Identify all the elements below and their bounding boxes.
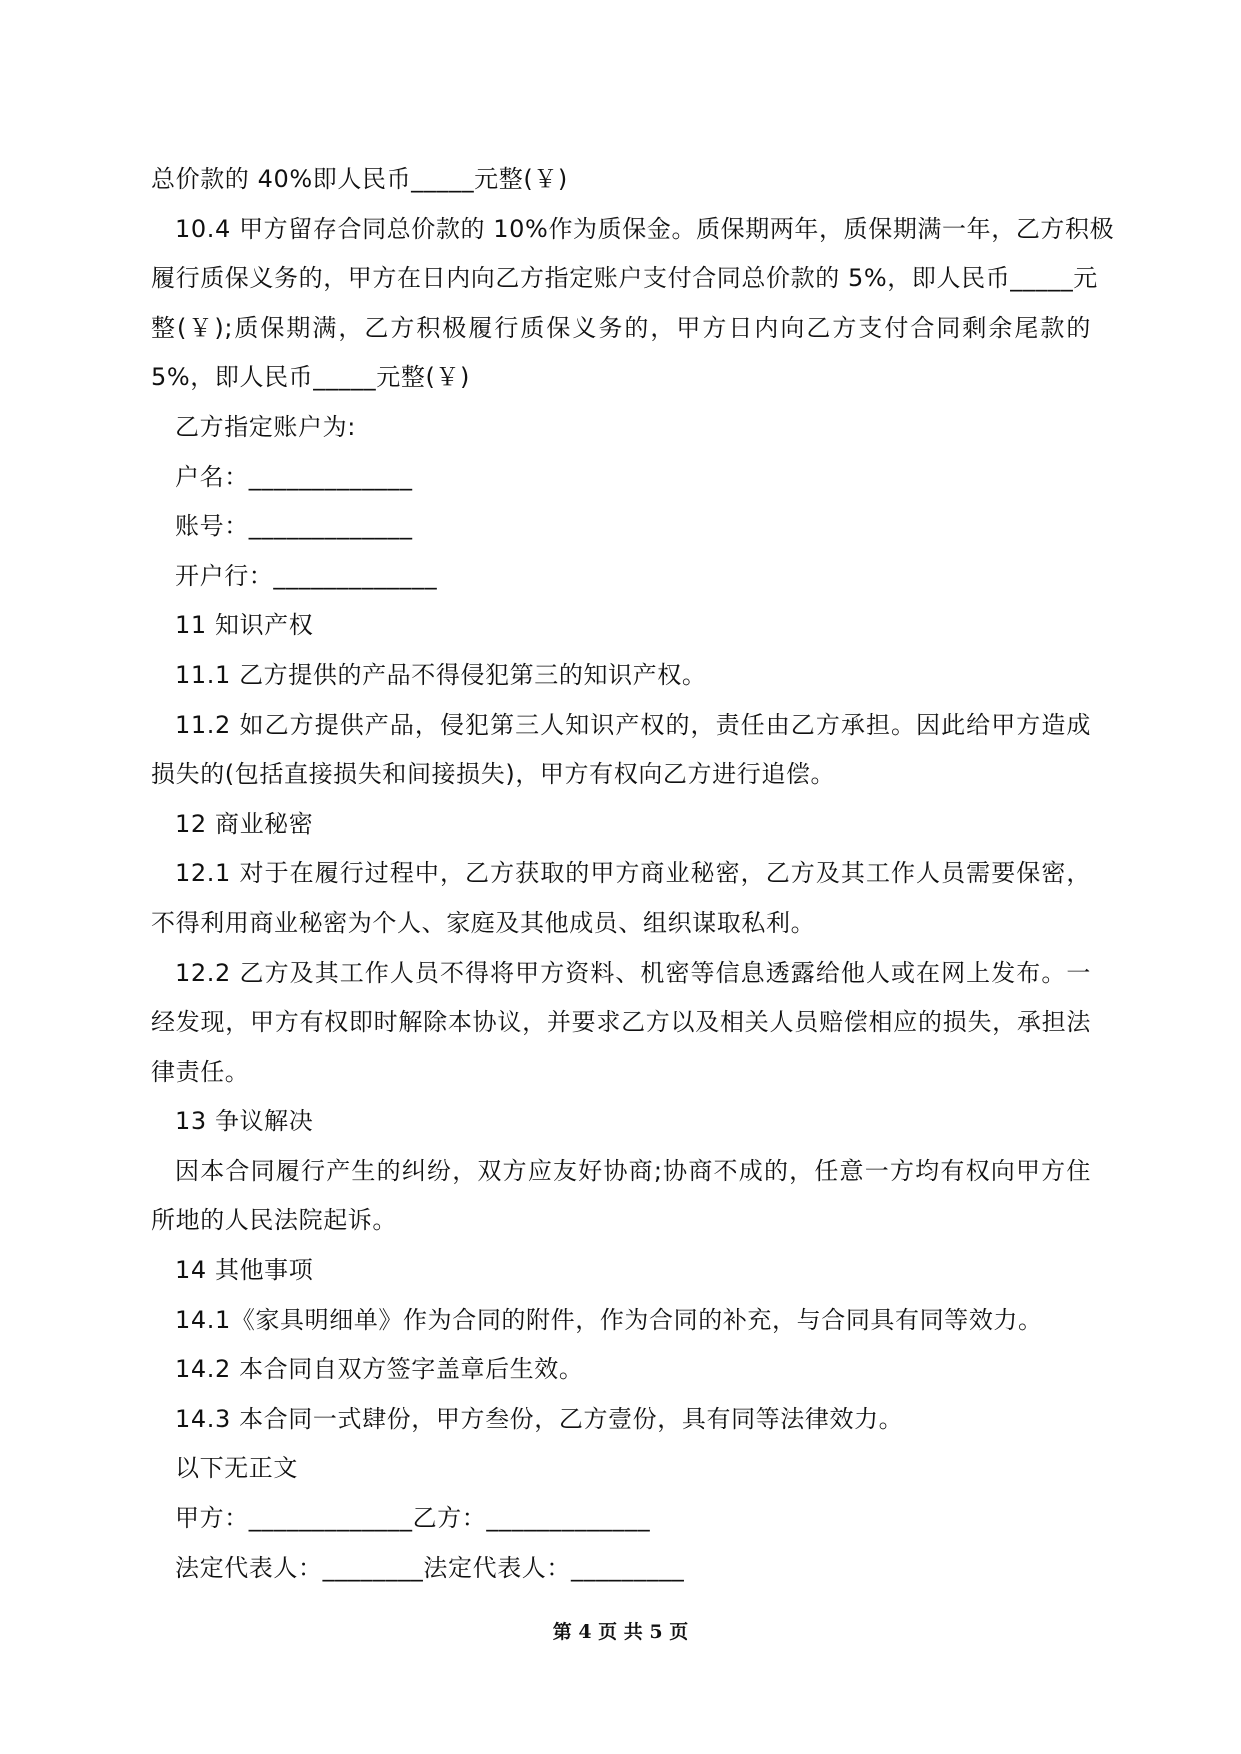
text-line: 12.2 乙方及其工作人员不得将甲方资料、机密等信息透露给他人或在网上发布。一 bbox=[175, 958, 1091, 987]
page-number-footer: 第 4 页 共 5 页 bbox=[552, 1621, 689, 1643]
text-line: 整(￥);质保期满，乙方积极履行质保义务的，甲方日内向乙方支付合同剩余尾款的 bbox=[151, 313, 1091, 342]
text-line: 律责任。 bbox=[151, 1057, 250, 1086]
text-line: 14.3 本合同一式肆份，甲方叁份，乙方壹份，具有同等法律效力。 bbox=[175, 1404, 904, 1433]
text-line: 因本合同履行产生的纠纷，双方应友好协商;协商不成的，任意一方均有权向甲方住 bbox=[175, 1156, 1091, 1185]
text-line: 12 商业秘密 bbox=[175, 809, 314, 838]
text-line: 账号：_____________ bbox=[175, 512, 413, 541]
text-line: 以下无正文 bbox=[175, 1454, 298, 1483]
text-line: 13 争议解决 bbox=[175, 1107, 314, 1136]
text-line: 法定代表人：________法定代表人：_________ bbox=[175, 1553, 685, 1582]
text-line: 经发现，甲方有权即时解除本协议，并要求乙方以及相关人员赔偿相应的损失，承担法 bbox=[151, 1008, 1091, 1037]
text-line: 14.1《家具明细单》作为合同的附件，作为合同的补充，与合同具有同等效力。 bbox=[175, 1305, 1043, 1334]
text-line: 甲方：_____________乙方：_____________ bbox=[175, 1504, 651, 1533]
text-line: 14.2 本合同自双方签字盖章后生效。 bbox=[175, 1355, 584, 1384]
text-line: 户名：_____________ bbox=[175, 462, 413, 491]
text-line: 不得利用商业秘密为个人、家庭及其他成员、组织谋取私利。 bbox=[151, 908, 816, 937]
text-line: 11.1 乙方提供的产品不得侵犯第三的知识产权。 bbox=[175, 660, 707, 689]
contract-body bbox=[151, 155, 1115, 1593]
text-line: 乙方指定账户为: bbox=[175, 412, 356, 441]
text-line: 12.1 对于在履行过程中，乙方获取的甲方商业秘密，乙方及其工作人员需要保密， bbox=[175, 859, 1091, 888]
text-line: 11.2 如乙方提供产品，侵犯第三人知识产权的，责任由乙方承担。因此给甲方造成 bbox=[175, 710, 1091, 739]
text-line: 损失的(包括直接损失和间接损失)，甲方有权向乙方进行追偿。 bbox=[151, 760, 836, 789]
text-line: 开户行：_____________ bbox=[175, 561, 438, 590]
text-line: 14 其他事项 bbox=[175, 1256, 314, 1285]
text-line: 11 知识产权 bbox=[175, 611, 314, 640]
text-line: 履行质保义务的，甲方在日内向乙方指定账户支付合同总价款的 5%，即人民币_____元 bbox=[151, 264, 1098, 293]
text-line: 总价款的 40%即人民币_____元整(￥) bbox=[151, 165, 568, 193]
text-line: 所地的人民法院起诉。 bbox=[151, 1206, 397, 1235]
text-line: 10.4 甲方留存合同总价款的 10%作为质保金。质保期两年，质保期满一年，乙方积极 bbox=[175, 214, 1115, 243]
text-line: 5%，即人民币_____元整(￥) bbox=[151, 363, 470, 392]
